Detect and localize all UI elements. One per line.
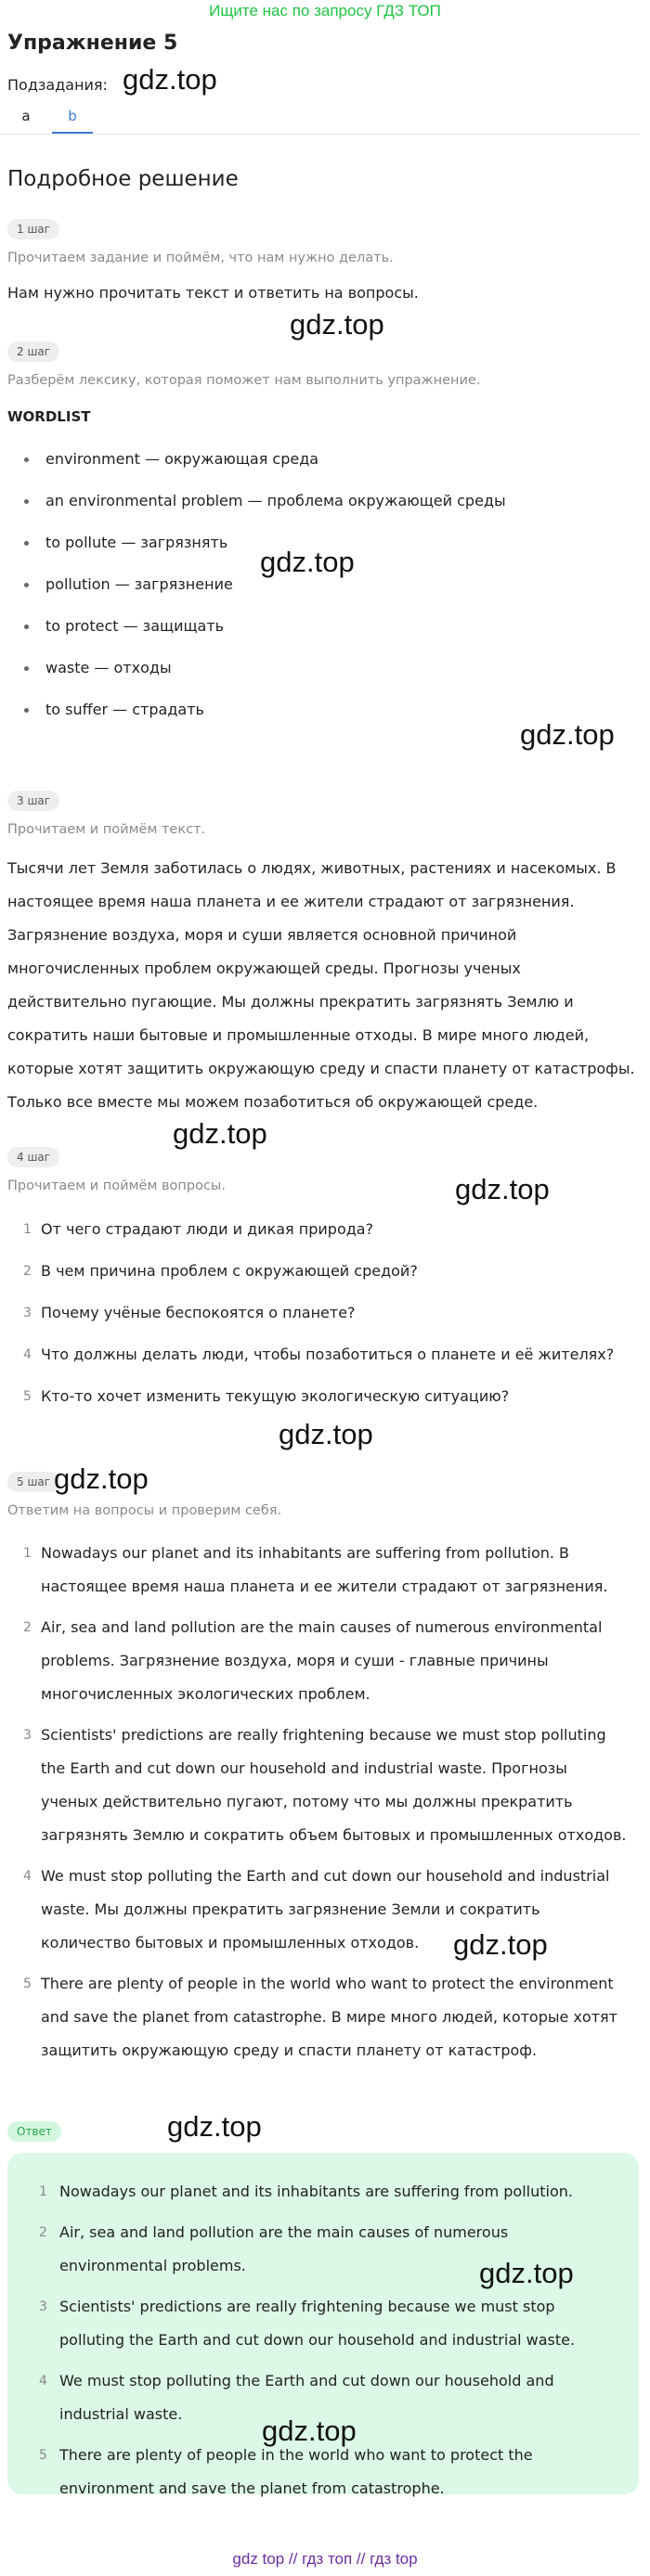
answer-line: There are plenty of people in the world who want to protect the [59, 2446, 533, 2464]
bullet-icon [24, 499, 29, 504]
item-number: 2 [39, 2225, 47, 2240]
bullet-icon [24, 541, 29, 546]
answer-line: environment and save the planet from catastrophe. [59, 2479, 445, 2497]
watermark: gdz.top [260, 546, 355, 578]
list-item [0, 2290, 641, 2357]
solution-title: Подробное решение [7, 167, 239, 191]
question-text: От чего страдают люди и дикая природа? [41, 1220, 374, 1238]
list-item [0, 1719, 641, 1852]
text-line: которые хотят защитить окружающую среду и спасти планету от катастрофы. [7, 1060, 635, 1077]
step-4-hint: Прочитаем и поймём вопросы. [7, 1179, 226, 1193]
bullet-icon [24, 457, 29, 462]
answer-line: загрязнять Землю и сократить объем бытовых и промышленных отходов. [41, 1826, 627, 1844]
answer-line: We must stop polluting the Earth and cut down our household and industrial [41, 1867, 610, 1885]
answer-chip: Ответ [7, 2121, 61, 2142]
item-number: 5 [23, 1389, 32, 1404]
item-number: 5 [23, 1977, 32, 1991]
bullet-icon [24, 708, 29, 713]
item-number: 3 [23, 1306, 32, 1320]
question-text: Что должны делать люди, чтобы позаботиться о планете и её жителях? [41, 1346, 615, 1363]
footer-links[interactable]: gdz top // гдз топ // гдз top [232, 2550, 418, 2568]
watermark: gdz.top [262, 2415, 357, 2447]
word-entry: environment — окружающая среда [46, 450, 319, 468]
step-1-hint: Прочитаем задание и поймём, что нам нужно делать. [7, 251, 394, 265]
tab-b[interactable]: b [68, 108, 77, 124]
text-line: Загрязнение воздуха, моря и суши является основной причиной [7, 926, 517, 944]
bullet-icon [24, 666, 29, 671]
question-text: Почему учёные беспокоятся о планете? [41, 1304, 356, 1321]
step-1-chip: 1 шаг [7, 219, 59, 239]
answer-line: Scientists' predictions are really frightening because we must stop [59, 2298, 555, 2315]
list-item [0, 574, 641, 616]
list-item [0, 1611, 641, 1711]
list-item [0, 616, 641, 658]
item-number: 1 [39, 2184, 47, 2199]
wordlist-heading: WORDLIST [7, 408, 91, 425]
question-text: Кто-то хочет изменить текущую экологическую ситуацию? [41, 1387, 510, 1405]
watermark: gdz.top [123, 63, 217, 96]
answer-line: the Earth and cut down our household and industrial waste. Прогнозы [41, 1759, 567, 1777]
word-entry: to protect — защищать [46, 617, 225, 635]
item-number: 3 [39, 2299, 47, 2314]
step-4-chip: 4 шаг [7, 1147, 59, 1167]
watermark: gdz.top [455, 1173, 550, 1205]
question-text: В чем причина проблем с окружающей средой? [41, 1262, 418, 1280]
questions-list [0, 1219, 641, 1428]
step-3-chip: 3 шаг [7, 791, 59, 811]
watermark: gdz.top [279, 1418, 373, 1450]
list-item [0, 1345, 641, 1386]
answer-line: защитить окружающую среду и спасти планету от катастроф. [41, 2041, 538, 2059]
watermark: gdz.top [479, 2257, 574, 2289]
bullet-icon [24, 583, 29, 587]
watermark: gdz.top [173, 1117, 267, 1150]
step-1-text: Нам нужно прочитать текст и ответить на вопросы. [7, 284, 419, 302]
item-number: 1 [23, 1546, 32, 1561]
step-5-chip: 5 шаг [7, 1472, 59, 1492]
text-line: действительно пугающие. Мы должны прекратить загрязнять Землю и [7, 993, 574, 1011]
text-line: многочисленных проблем окружающей среды. Прогнозы ученых [7, 960, 521, 977]
answer-line: многочисленных экологических проблем. [41, 1685, 370, 1703]
answer-line: polluting the Earth and cut down our household and industrial waste. [59, 2331, 576, 2349]
text-line: Тысячи лет Земля заботилась о людях, животных, растениях и насекомых. В [7, 859, 617, 877]
watermark: gdz.top [520, 718, 615, 751]
item-number: 5 [39, 2448, 47, 2463]
step-2-hint: Разберём лексику, которая поможет нам выполнить упражнение. [7, 373, 481, 388]
item-number: 2 [23, 1264, 32, 1279]
list-item [0, 1219, 641, 1261]
watermark: gdz.top [54, 1462, 149, 1495]
bullet-icon [24, 625, 29, 629]
final-answers-list [0, 2175, 641, 2505]
watermark: gdz.top [167, 2110, 262, 2143]
word-entry: to suffer — страдать [46, 701, 204, 718]
text-line: сократить наши бытовые и промышленные отходы. В мире много людей, [7, 1026, 590, 1044]
search-banner: Ищите нас по запросу ГДЗ ТОП [209, 2, 441, 19]
subtasks-label: Подзадания: [7, 76, 108, 94]
answer-line: Air, sea and land pollution are the main causes of numerous [59, 2223, 509, 2241]
item-number: 4 [23, 1869, 32, 1884]
tab-a[interactable]: a [21, 108, 31, 124]
answer-line: problems. Загрязнение воздуха, моря и суши - главные причины [41, 1652, 549, 1669]
list-item [0, 449, 641, 491]
word-entry: pollution — загрязнение [46, 575, 233, 593]
list-item [0, 1537, 641, 1604]
step-2-chip: 2 шаг [7, 341, 59, 362]
list-item [0, 1303, 641, 1345]
answer-line: Nowadays our planet and its inhabitants are suffering from pollution. В [41, 1544, 570, 1562]
item-number: 2 [23, 1620, 32, 1635]
answer-line: We must stop polluting the Earth and cut down our household and [59, 2372, 554, 2389]
answer-line: Air, sea and land pollution are the main causes of numerous environmental [41, 1618, 603, 1636]
exercise-title: Упражнение 5 [7, 32, 178, 55]
answer-line: environmental problems. [59, 2257, 246, 2274]
item-number: 4 [39, 2374, 47, 2389]
watermark: gdz.top [290, 308, 384, 341]
watermark: gdz.top [453, 1928, 548, 1961]
list-item [0, 2439, 641, 2505]
answer-line: industrial waste. [59, 2405, 183, 2423]
answer-line: waste. Мы должны прекратить загрязнение Земли и сократить [41, 1900, 540, 1918]
answer-line: ученых действительно пугают, потому что мы должны прекратить [41, 1793, 573, 1810]
word-entry: an environmental problem — проблема окружающей среды [46, 492, 506, 509]
list-item [0, 491, 641, 533]
list-item [0, 658, 641, 700]
item-number: 4 [23, 1347, 32, 1362]
word-entry: waste — отходы [46, 659, 172, 676]
answer-line: Scientists' predictions are really frightening because we must stop polluting [41, 1726, 606, 1744]
text-paragraph [7, 852, 639, 1119]
answer-line: количество бытовых и промышленных отходов. [41, 1934, 420, 1951]
item-number: 3 [23, 1728, 32, 1743]
list-item [0, 2175, 641, 2209]
list-item [0, 1967, 641, 2067]
list-item [0, 1261, 641, 1303]
answer-line: настоящее время наша планета и ее жители страдают от загрязнения. [41, 1578, 608, 1595]
text-line: настоящее время наша планета и ее жители страдают от загрязнения. [7, 893, 575, 910]
step-5-hint: Ответим на вопросы и проверим себя. [7, 1503, 282, 1518]
answers-list [0, 1537, 641, 2067]
subtask-tabs [0, 104, 639, 135]
active-tab-indicator [52, 132, 93, 134]
word-entry: to pollute — загрязнять [46, 534, 228, 551]
step-3-hint: Прочитаем и поймём текст. [7, 822, 206, 837]
answer-line: There are plenty of people in the world who want to protect the environment [41, 1975, 614, 1992]
wordlist [0, 449, 641, 741]
item-number: 1 [23, 1222, 32, 1237]
text-line: Только все вместе мы можем позаботиться об окружающей среде. [7, 1093, 539, 1111]
answer-line: and save the planet from catastrophe. В мире много людей, которые хотят [41, 2008, 618, 2026]
answer-line: Nowadays our planet and its inhabitants are suffering from pollution. [59, 2183, 573, 2200]
